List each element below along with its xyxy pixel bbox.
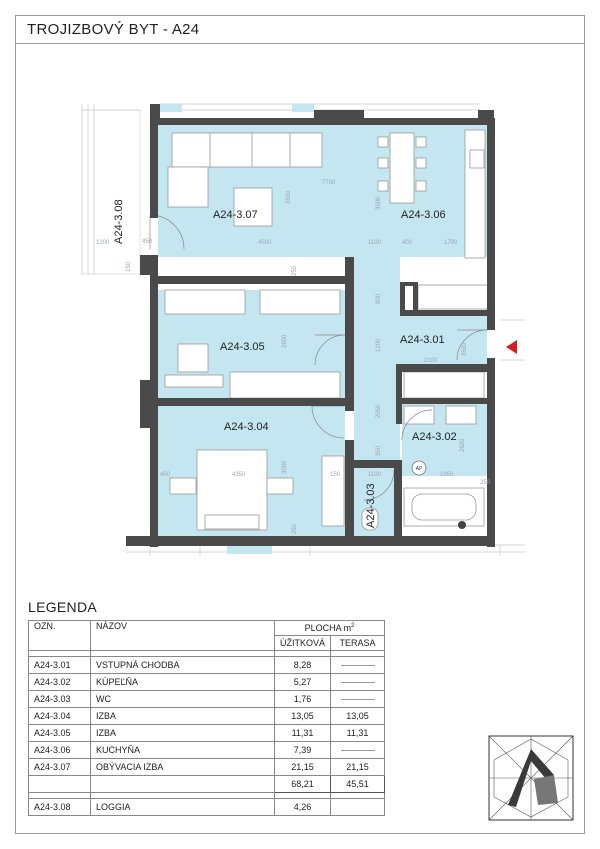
room-label-305: A24-3.05 <box>220 341 265 353</box>
room-label-302: A24-3.02 <box>412 431 457 443</box>
row-uzitkova: 8,28 <box>275 657 331 674</box>
table-row <box>29 657 385 674</box>
dim-250a: 250 <box>292 265 298 276</box>
dim-1950: 1950 <box>440 472 454 478</box>
row-ozn: A24-3.08 <box>29 799 91 816</box>
row-nazov: WC <box>91 691 275 708</box>
col-nazov: NÁZOV <box>91 621 275 651</box>
dim-150b: 150 <box>126 261 132 272</box>
table-row <box>29 708 385 725</box>
dim-2050: 2050 <box>376 404 382 418</box>
table-row <box>29 799 385 816</box>
dim-1200a: 1200 <box>96 240 110 246</box>
shaft <box>405 286 413 310</box>
dim-450b: 450 <box>160 472 171 478</box>
row-nazov: KUCHYŇA <box>91 742 275 759</box>
row-uzitkova: 4,26 <box>275 799 331 816</box>
row-ozn: A24-3.04 <box>29 708 91 725</box>
empty-dash <box>341 682 375 683</box>
loggia <box>82 110 140 274</box>
page-title: TROJIZBOVÝ BYT - A24 <box>27 21 200 38</box>
row-nazov: LOGGIA <box>91 799 275 816</box>
row-terasa <box>331 742 385 759</box>
row-uzitkova: 13,05 <box>275 708 331 725</box>
room-label-303: A24-3.03 <box>365 483 377 528</box>
dim-2600: 2600 <box>282 334 288 348</box>
dim-350: 350 <box>376 445 382 456</box>
row-terasa: 11,31 <box>331 725 385 742</box>
row-nazov: OBÝVACIA IZBA <box>91 759 275 776</box>
dim-4350: 4350 <box>232 472 246 478</box>
table-row <box>29 674 385 691</box>
ap-label: AP <box>415 466 423 472</box>
dim-250c: 250 <box>480 480 491 486</box>
row-ozn: A24-3.05 <box>29 725 91 742</box>
row-terasa: 13,05 <box>331 708 385 725</box>
row-ozn: A24-3.06 <box>29 742 91 759</box>
row-nazov: IZBA <box>91 725 275 742</box>
row-nazov: VSTUPNÁ CHODBA <box>91 657 275 674</box>
dim-900: 900 <box>376 293 382 304</box>
row-nazov: IZBA <box>91 708 275 725</box>
col-plocha: PLOCHA $m^2$ <box>275 621 385 636</box>
total-row <box>29 776 385 793</box>
row-uzitkova: 7,39 <box>275 742 331 759</box>
row-uzitkova: 21,15 <box>275 759 331 776</box>
dim-1100b: 1100 <box>368 472 381 478</box>
room-label-308: A24-3.08 <box>113 199 125 244</box>
legend-title: LEGENDA <box>28 599 98 615</box>
dim-400: 400 <box>402 240 413 246</box>
total-uzitkova: 68,21 <box>275 776 331 793</box>
empty-dash <box>341 699 375 700</box>
entrance-arrow-icon <box>506 340 517 354</box>
row-ozn: A24-3.07 <box>29 759 91 776</box>
room-label-306: A24-3.06 <box>401 209 446 221</box>
company-logo <box>488 735 574 821</box>
row-terasa <box>331 799 385 816</box>
empty-dash <box>341 665 375 666</box>
empty-dash <box>341 750 375 751</box>
wall-right <box>487 118 495 330</box>
row-uzitkova: 5,27 <box>275 674 331 691</box>
col-uzitkova: ÚŽITKOVÁ <box>275 636 331 651</box>
wall-bottom <box>126 536 495 546</box>
dim-2620: 2620 <box>460 438 466 452</box>
row-terasa <box>331 657 385 674</box>
row-terasa <box>331 674 385 691</box>
dim-1100a: 1100 <box>368 240 381 246</box>
dim-3500b: 3500 <box>376 196 382 210</box>
dim-3000: 3000 <box>282 460 288 474</box>
total-terasa: 45,51 <box>331 776 385 793</box>
dim-450a: 450 <box>142 239 153 245</box>
row-ozn: A24-3.01 <box>29 657 91 674</box>
row-terasa <box>331 691 385 708</box>
dim-1200b: 1200 <box>376 338 382 352</box>
dim-3560: 3560 <box>462 342 468 356</box>
drain-icon <box>458 521 466 529</box>
col-ozn: OZN. <box>29 621 91 651</box>
table-row <box>29 725 385 742</box>
row-nazov: KÚPEĽŇA <box>91 674 275 691</box>
col-terasa: TERASA <box>331 636 385 651</box>
dim-1700: 1700 <box>444 240 458 246</box>
row-uzitkova: 11,31 <box>275 725 331 742</box>
dim-4500: 4500 <box>258 240 272 246</box>
room-label-301: A24-3.01 <box>400 334 445 346</box>
legend-table <box>28 620 385 816</box>
row-terasa: 21,15 <box>331 759 385 776</box>
row-ozn: A24-3.02 <box>29 674 91 691</box>
room-label-307: A24-3.07 <box>213 209 258 221</box>
dim-2100: 2100 <box>424 358 438 364</box>
row-ozn: A24-3.03 <box>29 691 91 708</box>
legend-header-row <box>29 621 385 636</box>
table-row <box>29 759 385 776</box>
dim-3500a: 3500 <box>286 190 292 204</box>
wall-left-upper <box>150 118 158 218</box>
dim-7700: 7700 <box>322 180 336 186</box>
table-row <box>29 742 385 759</box>
room-label-304: A24-3.04 <box>224 421 269 433</box>
dim-250b: 250 <box>292 523 298 534</box>
dim-150a: 150 <box>330 472 341 478</box>
row-uzitkova: 1,76 <box>275 691 331 708</box>
table-row <box>29 691 385 708</box>
